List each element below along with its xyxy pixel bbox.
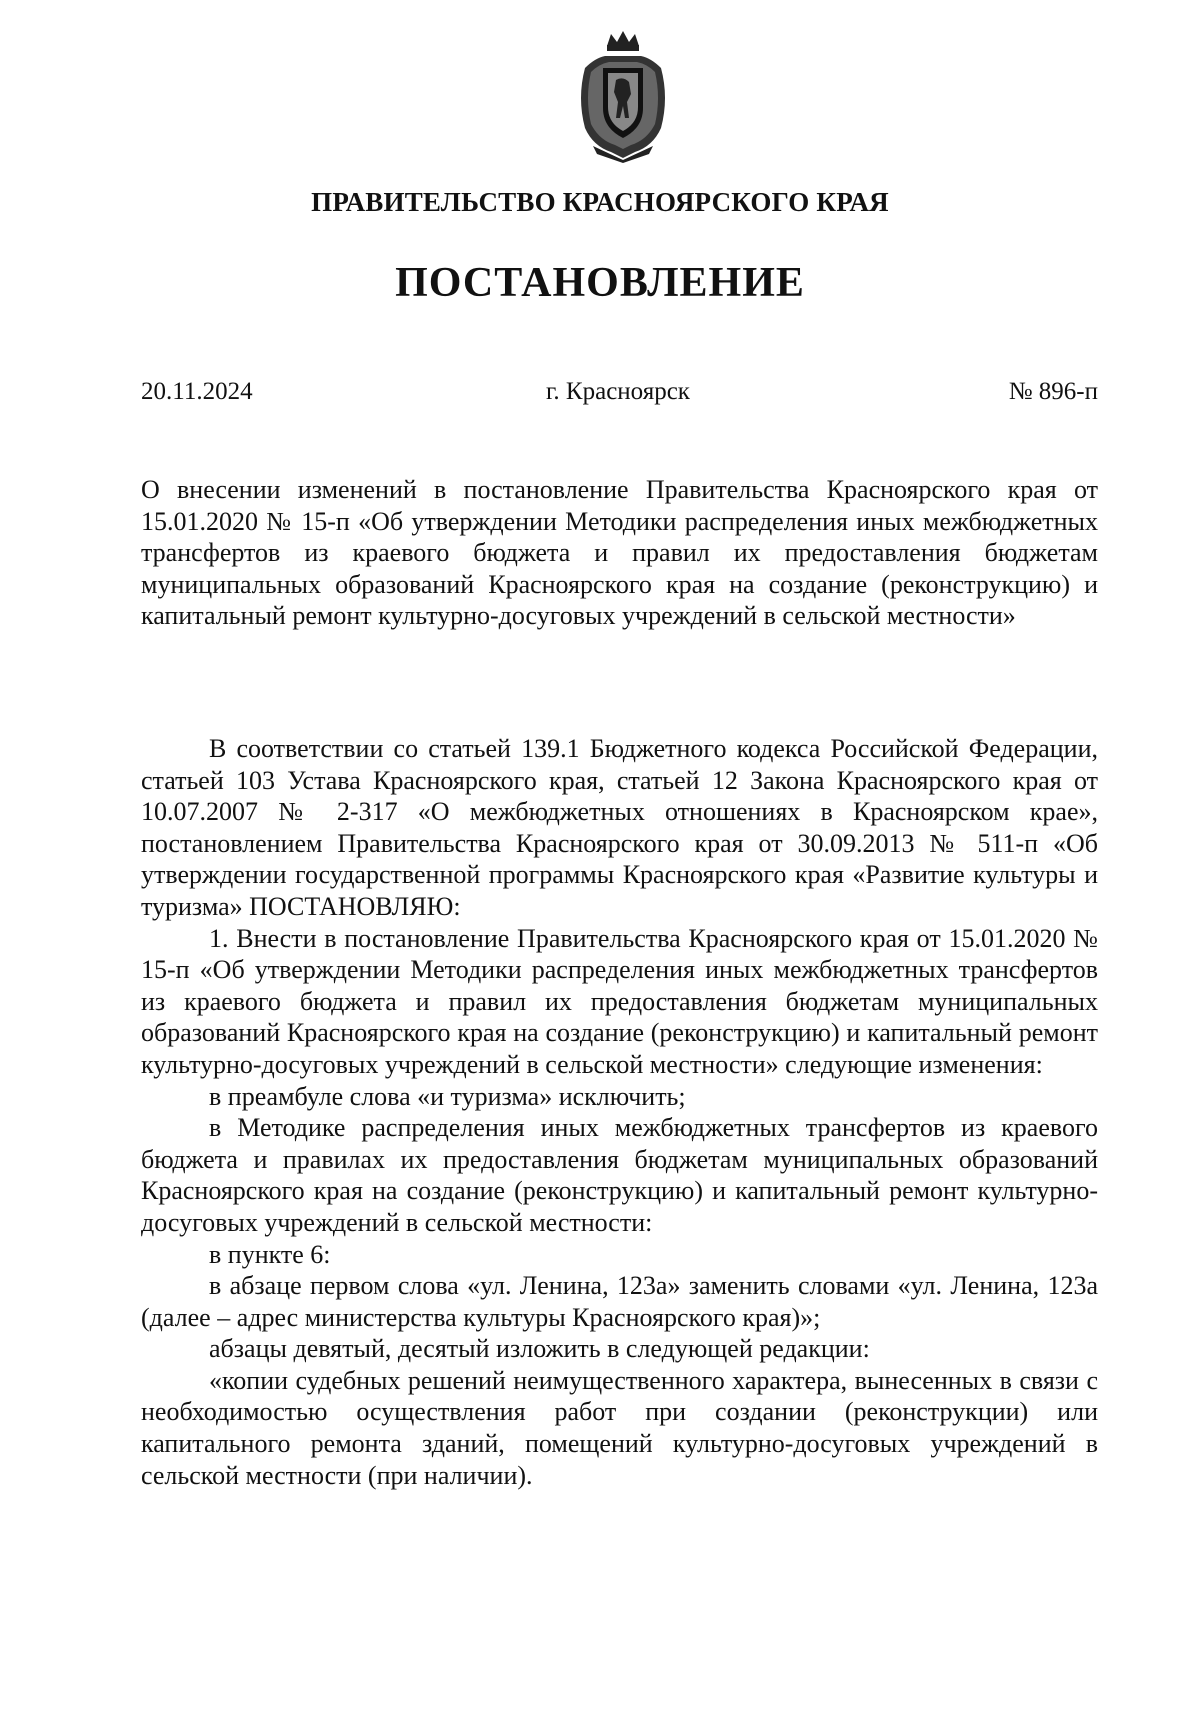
document-number: № 896-п bbox=[1008, 378, 1098, 405]
body-paragraph: «копии судебных решений неимущественного характера, вынесенных в связи с необходимостью осуществления работ при создании (реконструкции) или капитального ремонта зданий, помещений культурно-досуговых учреждений в сельской местности (при наличии). bbox=[141, 1365, 1098, 1490]
body-paragraph: в преамбуле слова «и туризма» исключить; bbox=[209, 1081, 686, 1111]
body-paragraph: абзацы девятый, десятый изложить в следующей редакции: bbox=[209, 1334, 870, 1364]
document-date: 20.11.2024 bbox=[141, 378, 253, 405]
organization-name: ПРАВИТЕЛЬСТВО КРАСНОЯРСКОГО КРАЯ bbox=[311, 187, 889, 217]
body-paragraph: в Методике распределения иных межбюджетных трансфертов из краевого бюджета и правилах их предоставления бюджетам муниципальных образований Красноярского края на создание (реконструкцию) и капитальный ремонт культурно-досуговых учреждений в сельской местности: bbox=[141, 1113, 1098, 1237]
body-paragraph: В соответствии со статьей 139.1 Бюджетного кодекса Российской Федерации, статьей 103 Устава Красноярского края, статьей 12 Закона Красноярского края от 10.07.2007 № 2-317 «О межбюджетных отношениях в Красноярском крае», постановлением Правительства Красноярского края от 30.09.2013 № 511-п «Об утверждении государственной программы Красноярского края «Развитие культуры и туризма» ПОСТАНОВЛЯЮ: bbox=[141, 734, 1098, 921]
body-paragraph: 1. Внести в постановление Правительства Красноярского края от 15.01.2020 № 15-п «Об утверждении Методики распределения иных межбюджетных трансфертов из краевого бюджета и правил их предоставления бюджетам муниципальных образований Красноярского края на создание (реконструкцию) и капитальный ремонт культурно-досуговых учреждений в сельской местности» следующие изменения: bbox=[141, 923, 1098, 1079]
body-paragraph: в пункте 6: bbox=[209, 1239, 331, 1269]
document-city: г. Красноярск bbox=[546, 378, 690, 405]
coat-of-arms-icon bbox=[571, 28, 675, 163]
document-title: О внесении изменений в постановление Правительства Красноярского края от 15.01.2020 № 15-п «Об утверждении Методики распределения иных межбюджетных трансфертов из краевого бюджета и правил их предоставления бюджетам муниципальных образований Красноярского края на создание (реконструкцию) и капитальный ремонт культурно-досуговых учреждений в сельской местности» bbox=[141, 475, 1098, 630]
document-meta-row bbox=[141, 378, 1098, 410]
body-paragraph: в абзаце первом слова «ул. Ленина, 123а» заменить словами «ул. Ленина, 123а (далее – адрес министерства культуры Красноярского края)»; bbox=[141, 1271, 1098, 1332]
document-type-heading: ПОСТАНОВЛЕНИЕ bbox=[395, 260, 805, 306]
document-body bbox=[141, 733, 1098, 1491]
